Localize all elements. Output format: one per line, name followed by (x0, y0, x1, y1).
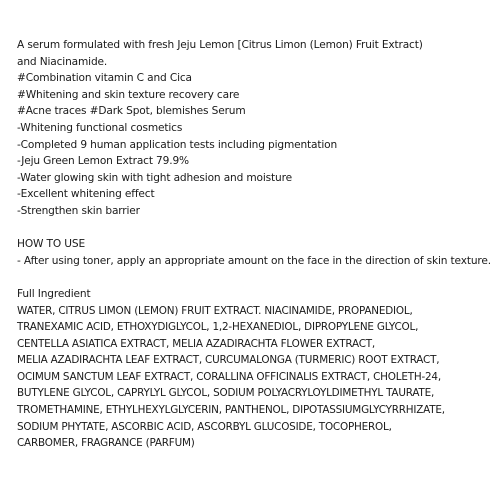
description-line: -Whitening functional cosmetics (17, 121, 183, 134)
ingredient-line: SODIUM PHYTATE, ASCORBIC ACID, ASCORBYL GLUCOSIDE, TOCOPHEROL, (17, 420, 392, 433)
description-line: #Acne traces #Dark Spot, blemishes Serum (17, 105, 246, 118)
ingredient-line: CENTELLA ASIATICA EXTRACT, MELIA AZADIRACHTA FLOWER EXTRACT, (17, 337, 376, 350)
description-line: #Whitening and skin texture recovery care (17, 88, 240, 101)
description-line: -Completed 9 human application tests including pigmentation (17, 138, 338, 151)
ingredient-line: BUTYLENE GLYCOL, CAPRYLYL GLYCOL, SODIUM POLYACRYLOYLDIMETHYL TAURATE, (17, 387, 435, 400)
description-line: -Jeju Green Lemon Extract 79.9% (17, 155, 189, 168)
how-to-use-text: - After using toner, apply an appropriate amount on the face in the direction of skin texture. (17, 254, 491, 267)
how-to-use-section (17, 236, 500, 269)
spacer (17, 269, 500, 286)
description-line: #Combination vitamin C and Cica (17, 72, 192, 85)
description-line: -Strengthen skin barrier (17, 204, 140, 217)
description-line: -Excellent whitening effect (17, 188, 155, 201)
ingredient-line: MELIA AZADIRACHTA LEAF EXTRACT, CURCUMALONGA (TURMERIC) ROOT EXTRACT, (17, 354, 440, 367)
ingredient-line: CARBOMER, FRAGRANCE (PARFUM) (17, 437, 195, 450)
ingredient-line: TRANEXAMIC ACID, ETHOXYDIGLYCOL, 1,2-HEXANEDIOL, DIPROPYLENE GLYCOL, (17, 321, 419, 334)
ingredient-line: OCIMUM SANCTUM LEAF EXTRACT, CORALLINA OFFICINALIS EXTRACT, CHOLETH-24, (17, 370, 441, 383)
ingredient-line: TROMETHAMINE, ETHYLHEXYLGLYCERIN, PANTHENOL, DIPOTASSIUMGLYCYRRHIZATE, (17, 404, 445, 417)
description-line: and Niacinamide. (17, 55, 108, 68)
ingredients-heading: Full Ingredient (17, 287, 91, 300)
spacer (17, 220, 500, 237)
description-line: A serum formulated with fresh Jeju Lemon [Citrus Limon (Lemon) Fruit Extract) (17, 39, 423, 51)
how-to-use-heading: HOW TO USE (17, 238, 85, 251)
ingredients-section (17, 286, 500, 452)
description-line: -Water glowing skin with tight adhesion and moisture (17, 171, 292, 184)
ingredient-line: WATER, CITRUS LIMON (LEMON) FRUIT EXTRACT. NIACINAMIDE, PROPANEDIOL, (17, 304, 413, 317)
description-section (17, 37, 500, 220)
